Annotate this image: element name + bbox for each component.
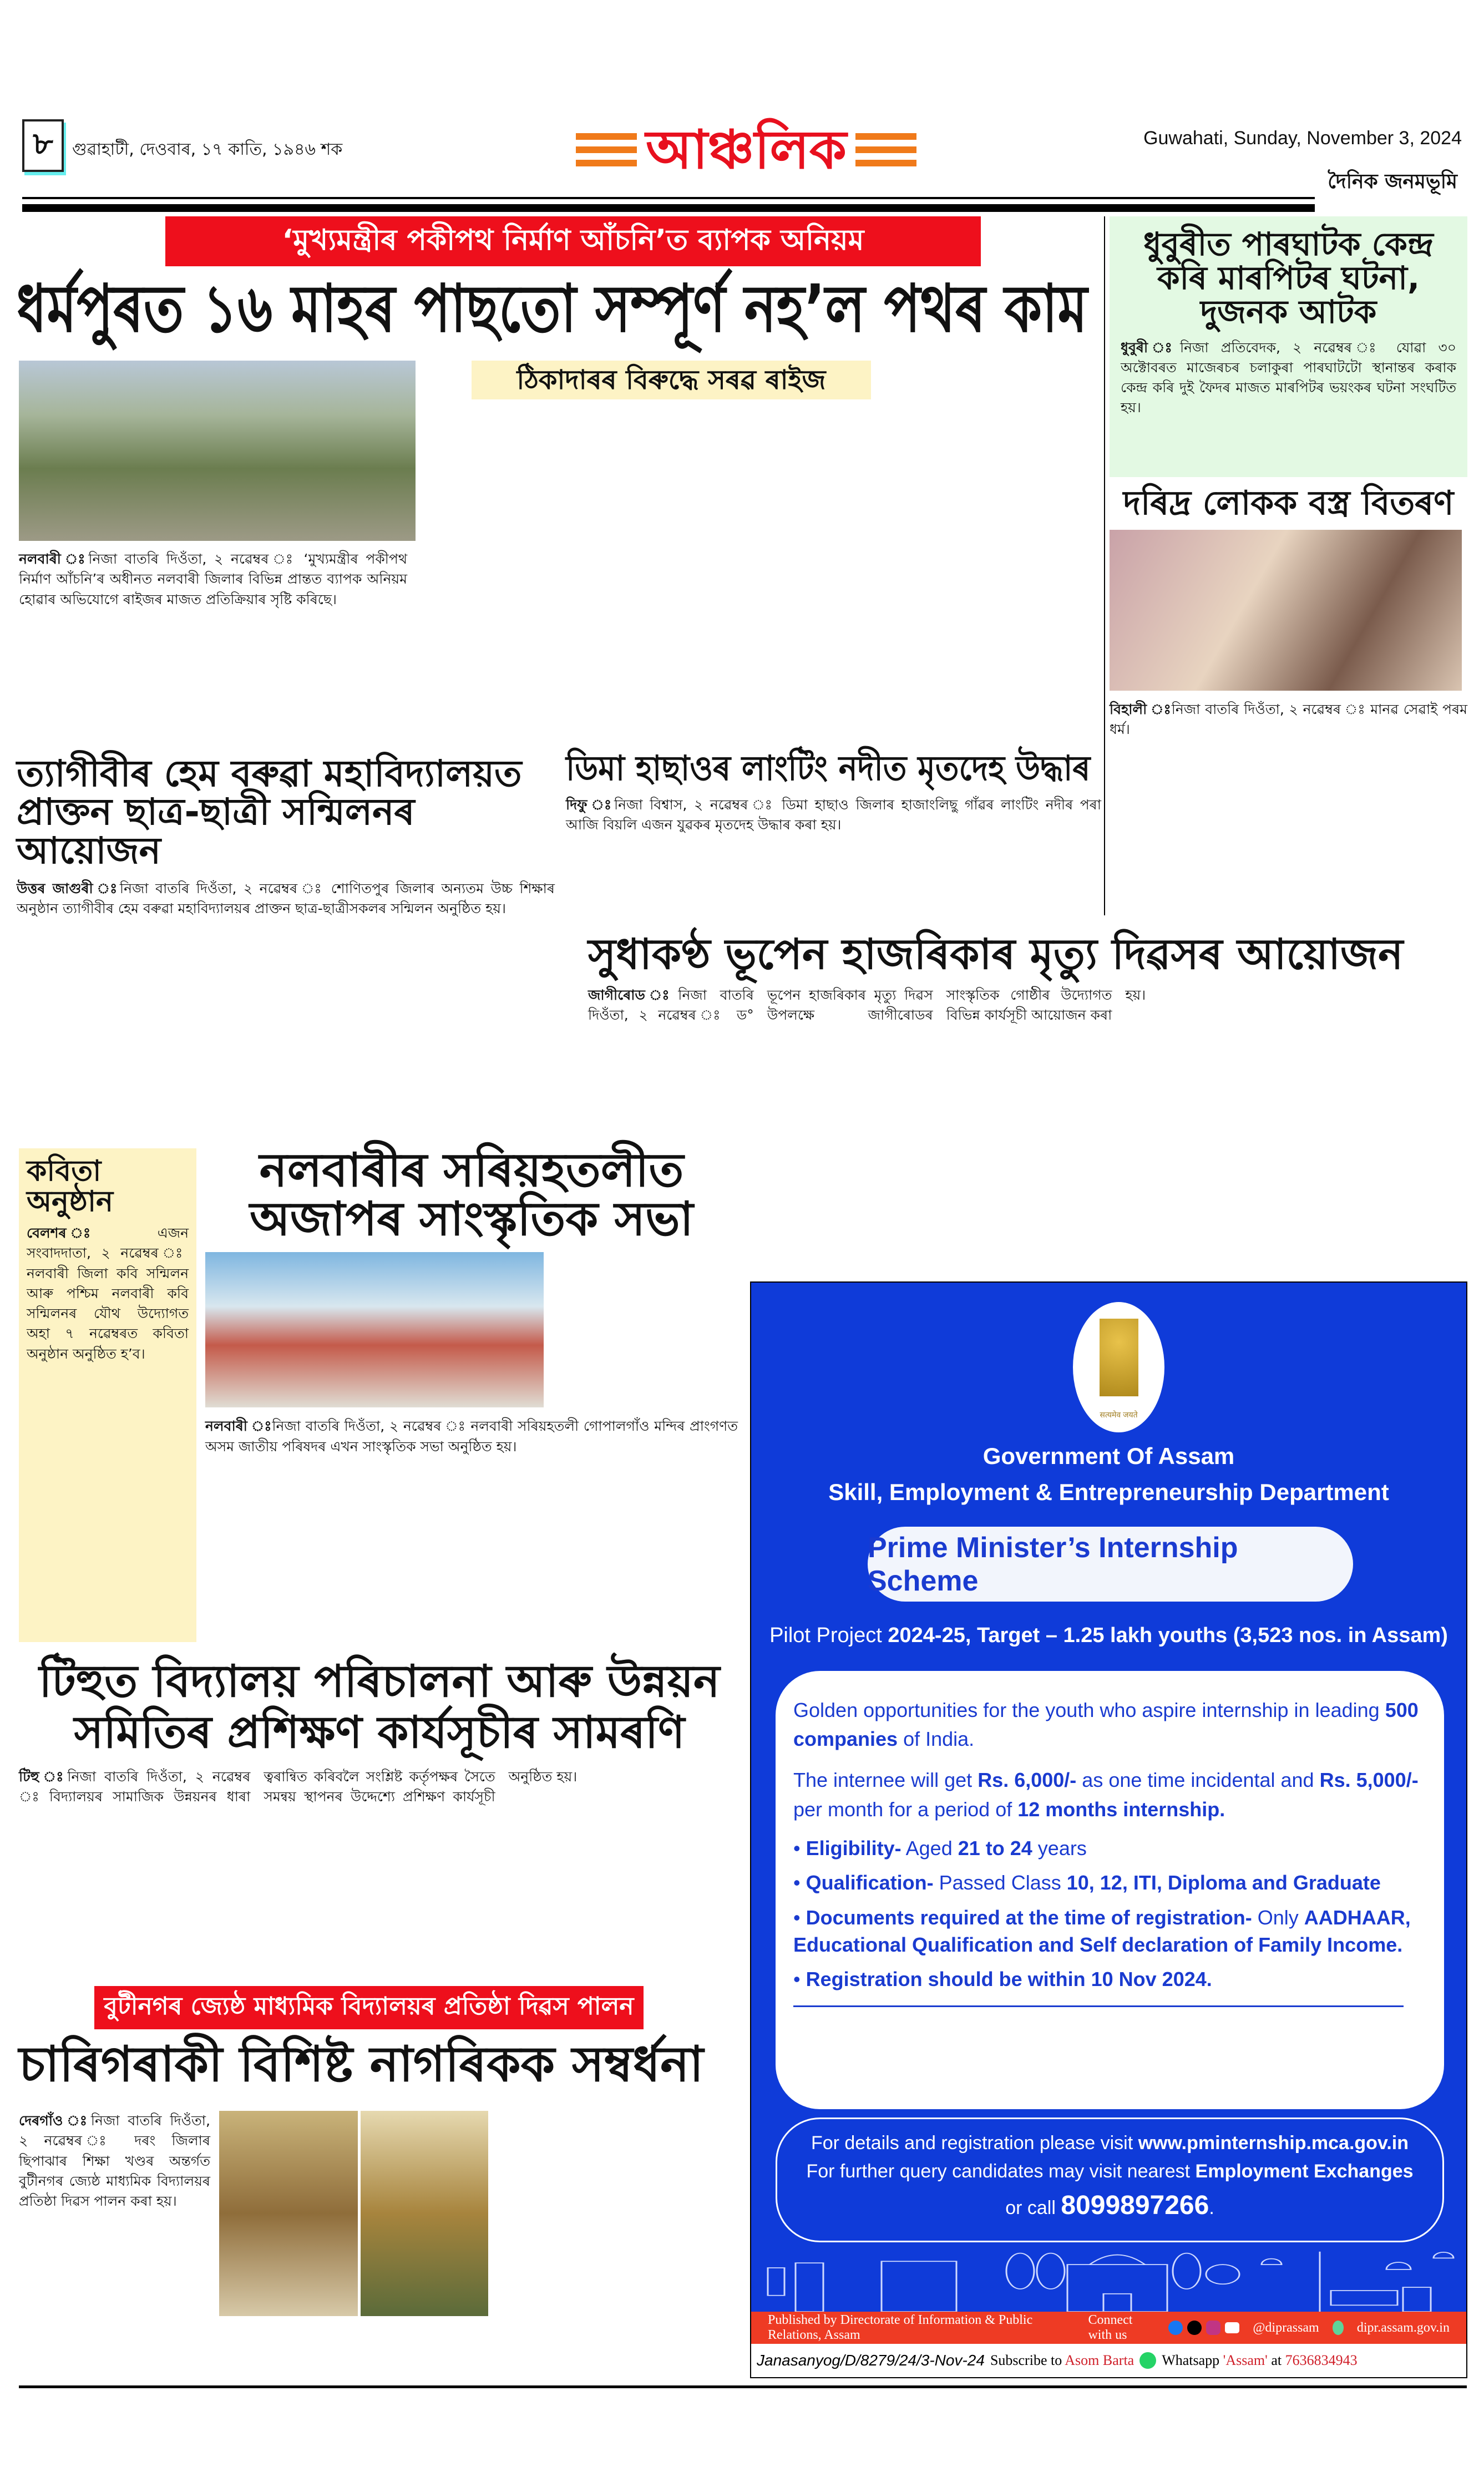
lead-headline-text: ধৰ্মপুৰত ১৬ মাহৰ পাছতো সম্পূৰ্ণ নহ’ল পথৰ কাম [17,270,1088,347]
x-icon[interactable] [1187,2321,1202,2335]
article-text: নিজা বাতৰি দিওঁতা, ২ নৱেম্বৰ ঃ দৰং জিলাৰ ছিপাঝাৰ শিক্ষা খণ্ডৰ অন্তৰ্গত বুটীনগৰ জ্যেষ্ঠ মাধ্যমিক বিদ্যালয়ৰ প্ৰতিষ্ঠা দিৱস পালন কৰা হয়। [19,2113,210,2209]
dateline: দিফু ঃ [566,797,614,813]
butinagar-headline [19,2035,740,2100]
ad-publisher-bar [751,2312,1466,2344]
article-text: নিজা বাতৰি দিওঁতা, ২ নৱেম্বৰ ঃ শোণিতপুৰ জিলাৰ অন্যতম উচ্চ শিক্ষাৰ অনুষ্ঠান ত্যাগীবীৰ হেম বৰুৱা মহাবিদ্যালয়ৰ প্ৰাক্তন ছাত্ৰ-ছাত্ৰীসকলৰ সন্মিলন অনুষ্ঠিত হয়। [17,880,555,917]
instagram-icon[interactable] [1206,2321,1220,2335]
college-headline: ত্যাগীবীৰ হেম বৰুৱা মহাবিদ্যালয়ত প্ৰাক্তন ছাত্ৰ-ছাত্ৰী সন্মিলনৰ আয়োজন [17,752,522,872]
ajapa-photo [205,1252,544,1407]
internship-ad [750,1281,1467,2378]
publisher-text: Published by Directorate of Information & Public Relations, Assam [768,2313,1033,2342]
whatsapp-text: Whatsapp 'Assam' at 7636834943 [1162,2352,1358,2368]
dima-headline [566,750,1101,786]
poetry-box [19,1148,196,1642]
dateline: বেলশৰ ঃ [27,1225,158,1242]
national-emblem-icon [1073,1302,1164,1432]
butinagar-kicker-text: বুটীনগৰ জ্যেষ্ঠ মাধ্যমিক বিদ্যালয়ৰ প্ৰতিষ্ঠা দিৱস পালন [104,1992,634,2020]
award-photo-1 [219,2111,358,2316]
dhubri-body [1121,338,1456,418]
header-rule-thick [22,204,1315,212]
poetry-body [27,1223,189,1364]
butinagar-body [19,2111,210,2211]
dateline: ধুবুৰী ঃ [1121,339,1180,356]
city-skyline-illustration [751,2245,1467,2312]
social-icons [1168,2321,1239,2335]
dima-story [566,750,1101,835]
cloth-photo [1110,530,1462,691]
ad-info-card [776,1671,1444,2109]
date-english: Guwahati, Sunday, November 3, 2024 [1143,128,1462,149]
scheme-title: Prime Minister’s Internship Scheme [868,1527,1353,1602]
deadline-item: • Registration should be within 10 Nov 2024. [793,1968,1212,1991]
youtube-icon[interactable] [1225,2322,1239,2333]
butinagar-headline-text: চাৰিগৰাকী বিশিষ্ট নাগৰিকক সম্বৰ্ধনা [19,2035,704,2093]
masthead-logo [566,119,926,180]
pilot-target: 2024-25, Target – 1.25 lakh youths (3,523 nos. in Assam) [888,1624,1448,1647]
ad-org-line1: Government Of Assam [982,1443,1235,1469]
whatsapp-icon [1139,2352,1156,2369]
card-divider [793,2005,1404,2007]
dateline: টিহু ঃ [19,1769,68,1785]
article-text: নিজা বাতৰি দিওঁতা, ২ নৱেম্বৰ ঃ ‘মুখ্যমন্ত্ৰীৰ পকীপথ নিৰ্মাণ আঁচনি’ৰ অধীনত নলবাৰী জিলাৰ বিভিন্ন প্ৰান্তত ব্যাপক অনিয়ম হোৱাৰ অভিযোগে ৰাইজৰ মাজত প্ৰতিক্ৰিয়াৰ সৃষ্টি কৰিছে। [19,551,408,607]
cloth-body [1110,700,1467,740]
dateline: দেৰগাঁও ঃ [19,2113,91,2129]
logo-stripes-right [855,133,916,166]
lead-subhead-text: ঠিকাদাৰৰ বিৰুদ্ধে সৰৱ ৰাইজ [516,364,826,396]
ad-intro: Golden opportunities for the youth who aspire internship in leading 500 companies of India. [793,1699,1419,1751]
social-handle[interactable]: @diprassam [1253,2320,1319,2335]
bhupen-headline [588,929,1470,979]
helpline-number[interactable]: 8099897266 [1061,2191,1209,2220]
ajapa-headline: নলবাৰীৰ সৰিয়হতলীত অজাপৰ সাংস্কৃতিক সভা [250,1143,693,1247]
registration-link[interactable]: www.pminternship.mca.gov.in [1138,2132,1409,2154]
pilot-prefix: Pilot Project [769,1624,888,1647]
bhupen-body [588,985,1470,1026]
bhupen-story [588,929,1470,1025]
ad-pilot [751,1624,1466,1648]
facebook-icon[interactable] [1168,2321,1183,2335]
page-number: ৮ [22,119,64,172]
cloth-headline-text: দৰিদ্ৰ লোকক বস্ত্ৰ বিতৰণ [1123,484,1454,523]
date-assamese: গুৱাহাটী, দেওবাৰ, ১৭ কাতি, ১৯৪৬ শক [72,140,343,159]
dateline: নলবাৰী ঃ [205,1418,272,1435]
paper-name: দৈনিক জনমভূমি [1323,166,1462,200]
ad-stipend: The internee will get Rs. 6,000/- as one time incidental and Rs. 5,000/- per month for a period of 12 months internship. [793,1769,1419,1821]
ad-footer-row [751,2344,1466,2377]
column-rule [1104,216,1105,915]
article-text: নিজা বাতৰি দিওঁতা, ২ নৱেম্বৰ ঃ মানৱ সেৱাই পৰম ধৰ্ম। [1110,701,1467,738]
ajapa-body [205,1416,738,1457]
dateline: জাগীৰোড ঃ [588,986,678,1003]
lead-headline [17,270,1098,347]
header-rule [22,197,1315,199]
globe-icon [1333,2321,1344,2335]
butinagar-kicker-banner [94,1986,644,2029]
dateline: নলবাৰী ঃ [19,551,89,567]
award-photo-2 [361,2111,488,2316]
lead-kicker-banner [165,216,981,266]
subscribe-text: Subscribe to Asom Barta [990,2352,1134,2368]
college-body [17,879,555,919]
ad-org-line2: Skill, Employment & Entrepreneurship Department [828,1479,1389,1506]
emblem-motto: सत्यमेव जयते [1100,1410,1138,1419]
eligibility-item: • Eligibility- Aged 21 to 24 years [793,1836,1087,1860]
article-text: নিজা বাতৰি দিওঁতা, ২ নৱেম্বৰ ঃ নলবাৰী সৰিয়হতলী গোপালগাঁও মন্দিৰ প্ৰাংগণত অসম জাতীয় পৰিষদৰ এখন সাংস্কৃতিক সভা অনুষ্ঠিত হয়। [205,1418,738,1455]
article-text: নিজা বিশ্বাস, ২ নৱেম্বৰ ঃ ডিমা হাছাও জিলাৰ হাজাংলিছু গাঁৱৰ লাংটিং নদীৰ পৰা আজি বিয়লি এজন যুৱকৰ মৃতদেহ উদ্ধাৰ কৰা হয়। [566,797,1102,833]
lead-body [19,549,407,610]
dima-body [566,795,1101,835]
lead-kicker-text: ‘মুখ্যমন্ত্ৰীৰ পকীপথ নিৰ্মাণ আঁচনি’ত ব্যাপক অনিয়ম [282,223,864,257]
tihu-story [19,1656,740,1807]
dhubri-headline: ধুবুৰীত পাৰঘাটক কেন্দ্ৰ কৰি মাৰপিটৰ ঘটনা, দুজনক আটক [1143,225,1434,331]
dhubri-story-box [1110,216,1467,477]
qualification-item: • Qualification- Passed Class 10, 12, ITI, Diploma and Graduate [793,1871,1381,1894]
college-story [17,754,555,919]
tihu-body [19,1767,740,1807]
bhupen-headline-text: সুধাকণ্ঠ ভূপেন হাজৰিকাৰ মৃত্যু দিৱসৰ আয়োজন [588,929,1404,979]
cloth-headline [1110,486,1467,521]
ad-contact-box: For details and registration please visit www.pminternship.mca.gov.in For further query candidates may visit nearest Employment Exchanges or call 8099897266. [776,2118,1444,2242]
dima-headline-text: ডিমা হাছাওৰ লাংটিং নদীত মৃতদেহ উদ্ধাৰ [566,748,1091,788]
dateline: বিহালী ঃ [1110,701,1172,717]
article-text: নিজা প্ৰতিবেদক, ২ নৱেম্বৰ ঃ যোৱা ৩০ অক্টোবৰত মাজেৰচৰ চলাকুৰা পাৰঘাটটো স্থানান্তৰ কৰাক কেন্দ্ৰ কৰি দুই ফৈদৰ মাজত মাৰপিটৰ ভয়ংকৰ ঘটনা সংঘটিত হয়। [1121,339,1456,416]
right-column [1110,216,1467,740]
masthead-title: আঞ্চলিক [645,119,847,181]
dateline: উত্তৰ জাগুৰী ঃ [17,880,120,896]
ad-release-code: Janasanyog/D/8279/24/3-Nov-24 [757,2352,985,2369]
connect-label: Connect with us [1088,2313,1133,2342]
logo-stripes-left [576,133,637,166]
article-text: নিজা বাতৰি দিওঁতা, ২ নৱেম্বৰ ঃ বিদ্যালয়ৰ সামাজিক উন্নয়নৰ ধাৰা ত্বৰান্বিত কৰিবলৈ সংশ্লিষ্ট কৰ্তৃপক্ষৰ সৈতে সমন্বয় স্থাপনৰ উদ্দেশ্যে প্ৰশিক্ষণ কাৰ্যসূচী অনুষ্ঠিত হয়। [19,1769,578,1805]
poetry-headline: কবিতা অনুষ্ঠান [27,1154,114,1218]
documents-item: • Documents required at the time of registration- Only AADHAAR, Educational Qualification and Self declaration of Family Income. [793,1906,1411,1956]
lead-subhead [472,361,871,399]
footer-rule [19,2385,1467,2388]
ajapa-story [205,1143,738,1457]
article-text: এজন সংবাদদাতা, ২ নৱেম্বৰ ঃ নলবাৰী জিলা কবি সন্মিলন আৰু পশ্চিম নলবাৰী কবি সন্মিলনৰ যৌথ উদ্যোগত অহা ৭ নৱেম্বৰত কবিতা অনুষ্ঠান অনুষ্ঠিত হ’ব। [27,1225,189,1362]
website-link[interactable]: dipr.assam.gov.in [1356,2320,1450,2335]
road-photo [19,361,416,541]
ad-org [751,1438,1466,1510]
eligibility-list [793,1835,1426,1993]
tihu-headline: টিহুত বিদ্যালয় পৰিচালনা আৰু উন্নয়ন সমিতিৰ প্ৰশিক্ষণ কাৰ্যসূচীৰ সামৰণি [39,1655,720,1758]
article-text: নিজা বাতৰি দিওঁতা, ২ নৱেম্বৰ ঃ ড° ভূপেন হাজৰিকাৰ মৃত্যু দিৱস উপলক্ষে জাগীৰোডৰ সাংস্কৃতিক গোষ্ঠীৰ উদ্যোগত বিভিন্ন কাৰ্যসূচী আয়োজন কৰা হয়। [588,986,1146,1024]
